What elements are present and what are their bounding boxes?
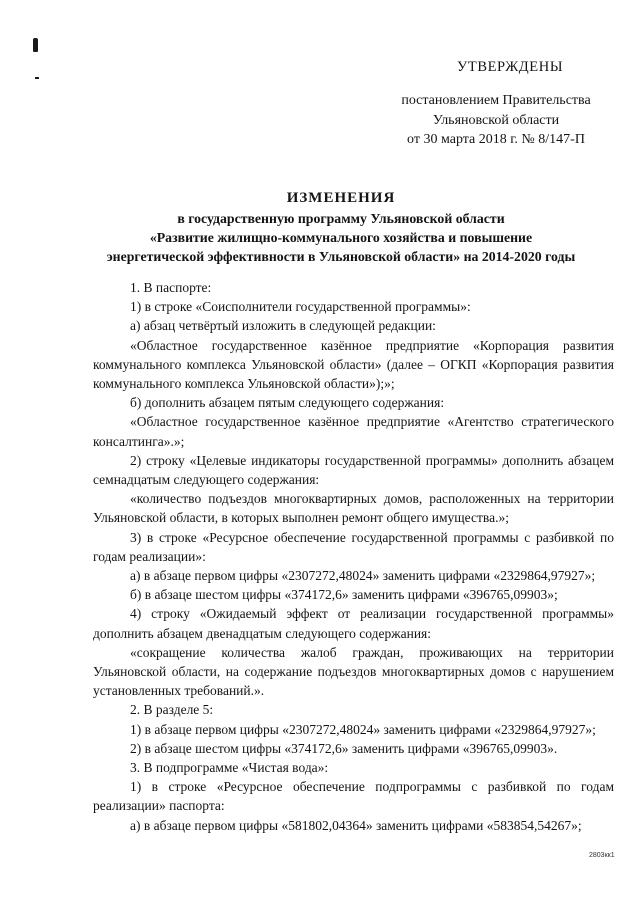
paragraph: 1) в строке «Ресурсное обеспечение подпрограммы с разбивкой по годам реализации» паспорта: (93, 779, 614, 814)
paragraph: б) дополнить абзацем пятым следующего содержания: (130, 395, 445, 411)
document-code: 2803кк1 (589, 852, 615, 859)
decree-reference (380, 91, 612, 150)
paragraph: 1) в строке «Соисполнители государственной программы»: (130, 299, 471, 315)
approval-stamp: УТВЕРЖДЕНЫ (457, 59, 564, 75)
title-line: «Развитие жилищно-коммунального хозяйства и повышение (149, 230, 533, 245)
paragraph: «количество подъездов многоквартирных домов, расположенных на территории Ульяновской области, в которых выполнен ремонт общего имущества.»; (93, 491, 614, 526)
document-title (68, 189, 614, 266)
paragraph: 4) строку «Ожидаемый эффект от реализации государственной программы» дополнить абзацем двенадцатым следующего содержания: (93, 606, 614, 641)
decree-line: от 30 марта 2018 г. № 8/147-П (407, 132, 585, 147)
paragraph: 1) в абзаце первом цифры «2307272,48024» заменить цифрами «2329864,97927»; (130, 721, 596, 737)
paragraph: 2) в абзаце шестом цифры «374172,6» заменить цифрами «396765,09903». (130, 740, 558, 756)
scan-mark (33, 38, 38, 52)
paragraph: 1. В паспорте: (130, 280, 212, 295)
title-line: энергетической эффективности в Ульяновской области» на 2014-2020 годы (106, 249, 576, 264)
decree-line: постановлением Правительства (401, 93, 591, 108)
paragraph: б) в абзаце шестом цифры «374172,6» заменить цифрами «396765,09903»; (130, 587, 558, 603)
paragraph: «Областное государственное казённое предприятие «Корпорация развития коммунального комплекса Ульяновской области» (далее – ОГКП «Корпорация развития коммунального комплекса Ульяновской области»);»; (93, 337, 614, 392)
decree-line: Ульяновской области (432, 112, 560, 128)
title-heading: ИЗМЕНЕНИЯ (286, 190, 396, 206)
paragraph: 3) в строке «Ресурсное обеспечение государственной программы с разбивкой по годам реализации»: (93, 529, 614, 564)
paragraph: «Областное государственное казённое предприятие «Агентство стратегического консалтинга».»; (93, 414, 614, 449)
paragraph: а) в абзаце первом цифры «2307272,48024» заменить цифрами «2329864,97927»; (130, 568, 596, 584)
title-line: в государственную программу Ульяновской области (177, 211, 505, 226)
paragraph: а) абзац четвёртый изложить в следующей редакции: (130, 318, 436, 334)
paragraph: 3. В подпрограмме «Чистая вода»: (130, 760, 329, 776)
paragraph: 2) строку «Целевые индикаторы государственной программы» дополнить абзацем семнадцатым следующего содержания: (93, 452, 614, 488)
document-body (93, 278, 614, 835)
paragraph: а) в абзаце первом цифры «581802,04364» заменить цифрами «583854,54267»; (130, 817, 582, 833)
paragraph: 2. В разделе 5: (130, 702, 214, 718)
scan-mark (35, 77, 39, 79)
paragraph: «сокращение количества жалоб граждан, проживающих на территории Ульяновской области, на содержание подъездов многоквартирных домов с нарушением установленных требований.». (93, 644, 614, 699)
